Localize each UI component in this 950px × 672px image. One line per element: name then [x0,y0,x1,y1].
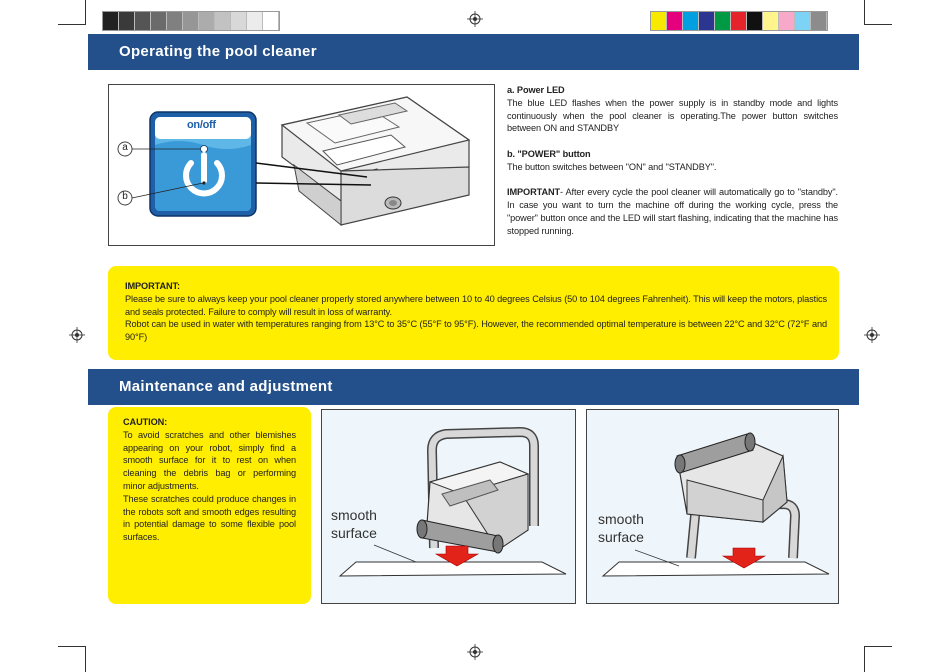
power-led-description: The blue LED flashes when the power supply is in standby mode and lights continuously when the pool cleaner is operating.The power button switches between ON and STANDBY [507,97,838,134]
color-swatch [651,12,667,30]
color-swatch [747,12,763,30]
power-button-description: The button switches between "ON" and "STANDBY". [507,161,717,172]
color-swatch [215,12,231,30]
color-swatch [763,12,779,30]
color-swatch [103,12,119,30]
color-swatch [183,12,199,30]
power-led-heading: a. Power LED [507,85,565,95]
important-label: IMPORTANT [507,187,561,198]
color-swatch [699,12,715,30]
section-title-operating: Operating the pool cleaner [88,34,859,70]
led-info-text [507,84,838,238]
process-color-bar [650,11,828,31]
color-swatch [199,12,215,30]
caution-heading: CAUTION: [123,417,168,427]
caution-box [108,407,311,604]
color-swatch [715,12,731,30]
grayscale-color-bar [102,11,280,31]
robot-tilted-figure [586,409,839,604]
color-swatch [151,12,167,30]
registration-mark-icon [467,11,483,27]
important-description: - After every cycle the pool cleaner will automatically go to "standby". In case you want to turn the machine off during the working cycle, press the "power" button once and the LED will start flashing, indicating that the machine has stopped running. [507,187,838,236]
on-off-label: on/off [187,119,216,131]
color-swatch [247,12,263,30]
color-swatch [683,12,699,30]
callout-b: b [122,191,128,202]
power-button-heading: b. "POWER" button [507,148,591,159]
color-swatch [135,12,151,30]
registration-mark-icon [69,327,85,343]
section-title-maintenance: Maintenance and adjustment [88,369,859,405]
color-swatch [667,12,683,30]
caution-text-2: These scratches could produce changes in the robots soft and smooth edges resulting in potential damage to some flexible pool surfaces. [123,493,296,543]
callout-a: a [122,142,128,153]
robot-upright-figure [321,409,576,604]
color-swatch [811,12,827,30]
color-swatch [731,12,747,30]
color-swatch [779,12,795,30]
registration-mark-icon [467,644,483,660]
registration-mark-icon [864,327,880,343]
important-storage-box [108,266,839,360]
smooth-surface-label-1: smooth surface [331,507,377,541]
smooth-surface-label-2: smooth surface [598,511,644,545]
color-swatch [231,12,247,30]
color-swatch [263,12,279,30]
color-swatch [167,12,183,30]
color-swatch [119,12,135,30]
water-temperature-text: Robot can be used in water with temperatures ranging from 13°C to 35°C (55°F to 95°F). However, the recommended optimal temperature is between 22°C and 32°C (72°F and 90°F) [125,319,827,343]
color-swatch [795,12,811,30]
important-box-heading: IMPORTANT: [125,281,180,291]
power-panel-figure [108,84,495,246]
storage-temperature-text: Please be sure to always keep your pool cleaner properly stored anywhere between 10 to 40 degrees Celsius (50 to 104 degrees Fahrenheit). This will keep the motors, plastics and seals protected. Failure to comply will result in loss of warranty. [125,293,827,317]
caution-text-1: To avoid scratches and other blemishes appearing on your robot, simply find a smooth surface for it to rest on when cleaning the debris bag or performing minor adjustments. [123,429,296,491]
